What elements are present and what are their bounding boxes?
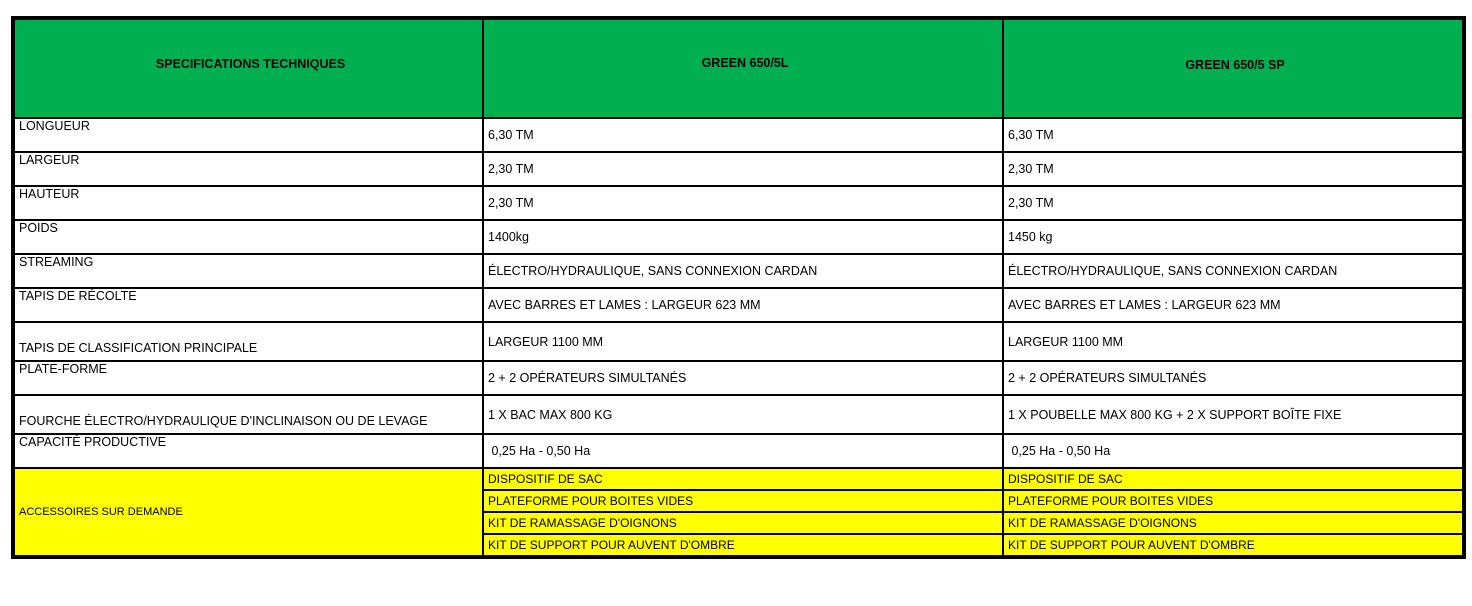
spec-value-model-2: 2,30 TM — [1003, 186, 1464, 220]
spec-label: TAPIS DE RÉCOLTE — [13, 288, 483, 322]
accessories-label: ACCESSOIRES SUR DEMANDE — [13, 468, 483, 557]
spec-value-model-1: AVEC BARRES ET LAMES : LARGEUR 623 MM — [483, 288, 1003, 322]
spec-row — [13, 434, 1464, 468]
spec-value-model-2: 2,30 TM — [1003, 152, 1464, 186]
spec-row — [13, 186, 1464, 220]
spec-row — [13, 361, 1464, 395]
spec-label: PLATE-FORME — [13, 361, 483, 395]
accessory-item-model-1: KIT DE RAMASSAGE D'OIGNONS — [483, 512, 1003, 534]
spec-value-model-2: 1450 kg — [1003, 220, 1464, 254]
spec-row — [13, 395, 1464, 434]
accessory-item-model-1: PLATEFORME POUR BOITES VIDES — [483, 490, 1003, 512]
spec-row — [13, 254, 1464, 288]
accessory-item-model-2: KIT DE RAMASSAGE D'OIGNONS — [1003, 512, 1464, 534]
spec-value-model-1: LARGEUR 1100 MM — [483, 322, 1003, 361]
accessory-item-model-2: PLATEFORME POUR BOITES VIDES — [1003, 490, 1464, 512]
spec-label: CAPACITÉ PRODUCTIVE — [13, 434, 483, 468]
spec-value-model-1: 1 X BAC MAX 800 KG — [483, 395, 1003, 434]
accessory-item-model-1: DISPOSITIF DE SAC — [483, 468, 1003, 490]
accessory-item-model-1: KIT DE SUPPORT POUR AUVENT D'OMBRE — [483, 534, 1003, 557]
spec-value-model-1: 6,30 TM — [483, 118, 1003, 152]
spec-row — [13, 220, 1464, 254]
spec-value-model-2: LARGEUR 1100 MM — [1003, 322, 1464, 361]
spec-value-model-2: 2 + 2 OPÉRATEURS SIMULTANÉS — [1003, 361, 1464, 395]
spec-value-model-1: 2 + 2 OPÉRATEURS SIMULTANÉS — [483, 361, 1003, 395]
spec-row — [13, 322, 1464, 361]
spec-label: LONGUEUR — [13, 118, 483, 152]
accessory-item-model-2: DISPOSITIF DE SAC — [1003, 468, 1464, 490]
spec-value-model-2: ÉLECTRO/HYDRAULIQUE, SANS CONNEXION CARDAN — [1003, 254, 1464, 288]
spec-value-model-1: ÉLECTRO/HYDRAULIQUE, SANS CONNEXION CARDAN — [483, 254, 1003, 288]
spec-row — [13, 288, 1464, 322]
spec-value-model-2: AVEC BARRES ET LAMES : LARGEUR 623 MM — [1003, 288, 1464, 322]
spec-value-model-1: 2,30 TM — [483, 186, 1003, 220]
header-row — [13, 18, 1464, 118]
spec-label: STREAMING — [13, 254, 483, 288]
header-specs: SPECIFICATIONS TECHNIQUES — [13, 18, 483, 118]
spec-table — [11, 16, 1466, 559]
spec-label: FOURCHE ÉLECTRO/HYDRAULIQUE D'INCLINAISON OU DE LEVAGE — [13, 395, 483, 434]
spec-value-model-2: 0,25 Ha - 0,50 Ha — [1003, 434, 1464, 468]
spec-label: POIDS — [13, 220, 483, 254]
spec-value-model-1: 0,25 Ha - 0,50 Ha — [483, 434, 1003, 468]
header-model-1: GREEN 650/5L — [483, 18, 1003, 118]
spec-value-model-2: 6,30 TM — [1003, 118, 1464, 152]
spec-value-model-1: 1400kg — [483, 220, 1003, 254]
header-model-2: GREEN 650/5 SP — [1003, 18, 1464, 118]
spec-label: TAPIS DE CLASSIFICATION PRINCIPALE — [13, 322, 483, 361]
accessory-item-model-2: KIT DE SUPPORT POUR AUVENT D'OMBRE — [1003, 534, 1464, 557]
spec-row — [13, 152, 1464, 186]
spec-row — [13, 118, 1464, 152]
spec-label: HAUTEUR — [13, 186, 483, 220]
spec-value-model-2: 1 X POUBELLE MAX 800 KG + 2 X SUPPORT BOÎTE FIXE — [1003, 395, 1464, 434]
accessory-row — [13, 468, 1464, 490]
spec-label: LARGEUR — [13, 152, 483, 186]
spec-value-model-1: 2,30 TM — [483, 152, 1003, 186]
